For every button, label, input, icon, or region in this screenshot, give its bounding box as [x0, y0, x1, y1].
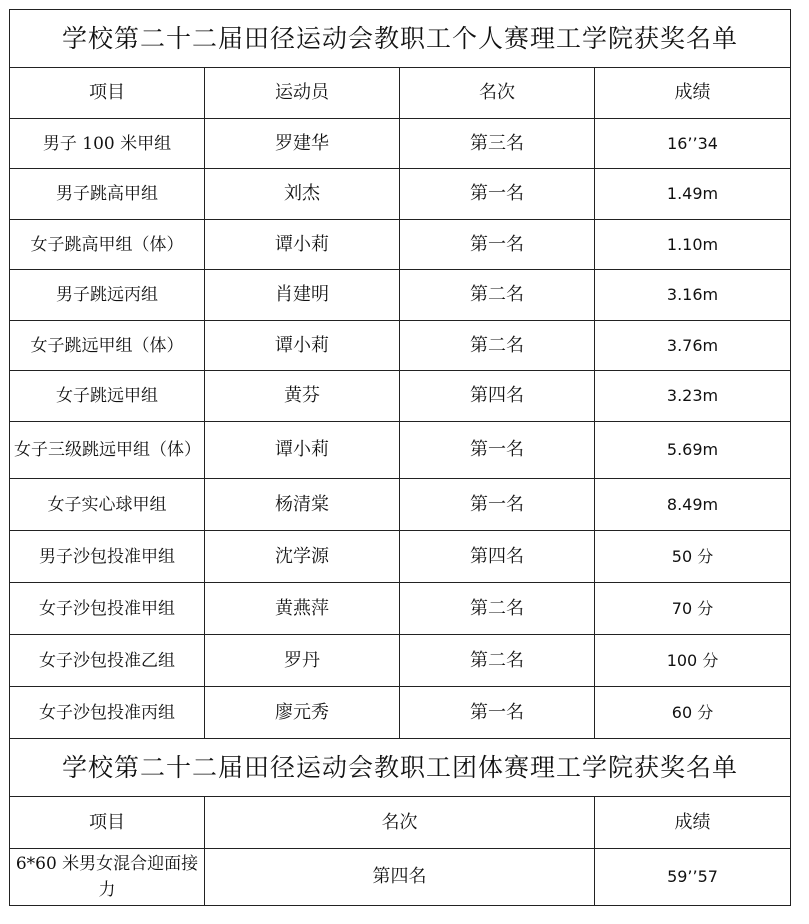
- event-cell: 女子沙包投准丙组: [10, 687, 205, 739]
- athlete-cell: 罗丹: [205, 635, 400, 687]
- header-rank: 名次: [400, 68, 595, 119]
- rank-cell: 第四名: [400, 531, 595, 583]
- result-cell: 5.69m: [595, 422, 791, 479]
- team-header-row: [10, 797, 791, 849]
- header-athlete: 运动员: [205, 68, 400, 119]
- table-row: [10, 687, 791, 739]
- athlete-cell: 刘杰: [205, 169, 400, 220]
- result-cell: 100 分: [595, 635, 791, 687]
- individual-title: 学校第二十二届田径运动会教职工个人赛理工学院获奖名单: [10, 10, 791, 68]
- table-row: [10, 220, 791, 270]
- individual-title-row: [10, 10, 791, 68]
- header-event: 项目: [10, 68, 205, 119]
- table-row: [10, 270, 791, 321]
- athlete-cell: 杨清棠: [205, 479, 400, 531]
- rank-cell: 第一名: [400, 422, 595, 479]
- event-cell: 男子跳高甲组: [10, 169, 205, 220]
- header-result: 成绩: [595, 68, 791, 119]
- result-cell: 8.49m: [595, 479, 791, 531]
- event-cell: 6*60 米男女混合迎面接力: [10, 849, 205, 906]
- event-cell: 女子沙包投准乙组: [10, 635, 205, 687]
- athlete-cell: 谭小莉: [205, 220, 400, 270]
- rank-cell: 第三名: [400, 119, 595, 169]
- athlete-cell: 肖建明: [205, 270, 400, 321]
- result-cell: 3.76m: [595, 321, 791, 371]
- table-row: [10, 531, 791, 583]
- result-cell: 50 分: [595, 531, 791, 583]
- athlete-cell: 罗建华: [205, 119, 400, 169]
- award-list-table: [9, 9, 791, 906]
- header-result: 成绩: [595, 797, 791, 849]
- table-row: [10, 849, 791, 906]
- table-row: [10, 422, 791, 479]
- event-cell: 女子跳高甲组（体）: [10, 220, 205, 270]
- rank-cell: 第一名: [400, 169, 595, 220]
- individual-header-row: [10, 68, 791, 119]
- athlete-cell: 谭小莉: [205, 422, 400, 479]
- table-row: [10, 119, 791, 169]
- table-row: [10, 321, 791, 371]
- rank-cell: 第一名: [400, 479, 595, 531]
- event-cell: 女子跳远甲组: [10, 371, 205, 422]
- table-row: [10, 169, 791, 220]
- event-cell: 女子跳远甲组（体）: [10, 321, 205, 371]
- header-event: 项目: [10, 797, 205, 849]
- rank-cell: 第一名: [400, 687, 595, 739]
- rank-cell: 第二名: [400, 635, 595, 687]
- table-row: [10, 479, 791, 531]
- athlete-cell: 廖元秀: [205, 687, 400, 739]
- header-rank: 名次: [205, 797, 595, 849]
- event-cell: 女子实心球甲组: [10, 479, 205, 531]
- rank-cell: 第一名: [400, 220, 595, 270]
- table-row: [10, 635, 791, 687]
- athlete-cell: 谭小莉: [205, 321, 400, 371]
- table-row: [10, 583, 791, 635]
- event-cell: 女子三级跳远甲组（体）: [10, 422, 205, 479]
- rank-cell: 第二名: [400, 270, 595, 321]
- result-cell: 3.16m: [595, 270, 791, 321]
- table-row: [10, 371, 791, 422]
- result-cell: 70 分: [595, 583, 791, 635]
- athlete-cell: 沈学源: [205, 531, 400, 583]
- result-cell: 59’’57: [595, 849, 791, 906]
- result-cell: 16’’34: [595, 119, 791, 169]
- rank-cell: 第四名: [400, 371, 595, 422]
- team-title: 学校第二十二届田径运动会教职工团体赛理工学院获奖名单: [10, 739, 791, 797]
- rank-cell: 第二名: [400, 321, 595, 371]
- event-cell: 男子跳远丙组: [10, 270, 205, 321]
- result-cell: 1.49m: [595, 169, 791, 220]
- rank-cell: 第二名: [400, 583, 595, 635]
- athlete-cell: 黄燕萍: [205, 583, 400, 635]
- event-cell: 女子沙包投准甲组: [10, 583, 205, 635]
- result-cell: 3.23m: [595, 371, 791, 422]
- result-cell: 1.10m: [595, 220, 791, 270]
- team-title-row: [10, 739, 791, 797]
- result-cell: 60 分: [595, 687, 791, 739]
- event-cell: 男子 100 米甲组: [10, 119, 205, 169]
- rank-cell: 第四名: [205, 849, 595, 906]
- event-cell: 男子沙包投准甲组: [10, 531, 205, 583]
- athlete-cell: 黄芬: [205, 371, 400, 422]
